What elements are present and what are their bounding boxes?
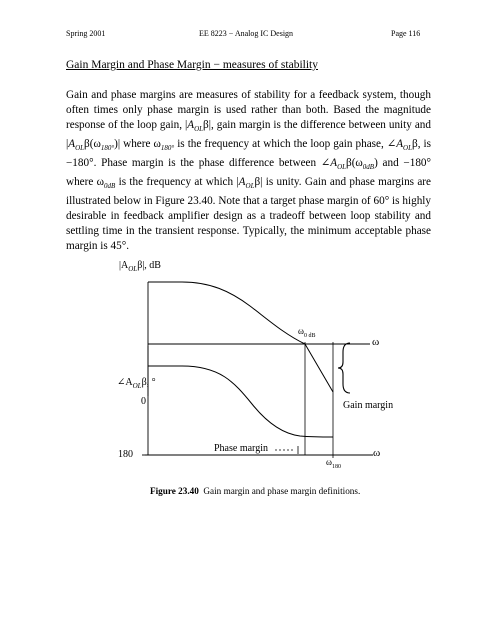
header-left: Spring 2001 bbox=[66, 29, 106, 38]
gain-margin-label: Gain margin bbox=[343, 400, 394, 411]
figure-caption: Figure 23.40 Gain margin and phase margin definitions. bbox=[150, 486, 361, 496]
header-page-number: Page 116 bbox=[391, 29, 421, 38]
section-title: Gain Margin and Phase Margin − measures of stability bbox=[66, 59, 318, 71]
magnitude-axis-label: $|A_{OL}\beta|$, dB bbox=[119, 260, 161, 273]
omega-axis-label-bottom: ω bbox=[373, 447, 381, 459]
phase-axis-label: $\angle A_{OL}\beta$, ° bbox=[117, 377, 156, 390]
gain-margin-brace bbox=[338, 343, 350, 393]
omega-axis-label-top: ω bbox=[372, 336, 380, 348]
omega-180-label: $\omega_{180}$ bbox=[326, 457, 341, 470]
header-center: EE 8223 − Analog IC Design bbox=[199, 29, 294, 38]
body-paragraph: Gain and phase margins are measures of stability for a feedback system, though often times only phase margin is used rather than both. Based the magnitude response of the loop gain, $|A_{OL}\beta|$, gain margin is the difference between unity and $|A_{OL}\beta(\omega_{180^\circ})|$ where $\omega_{180^\circ}$ is the frequency at which the loop gain phase, $\angle A_{OL}\beta$, is −180°. Phase margin is the phase difference between $\angle A_{OL}\beta(\omega_{0dB})$ and −180° where $\omega_{0dB}$ is the frequency at which $|A_{OL}\beta|$ is unity. Gain and phase margins are illustrated below in Figure 23.40. Note that a target phase margin of 60° is highly desirable in feedback amplifier design as a tradeoff between loop stability and settling time in the transient response. Typically, the minimum acceptable phase margin is 45°. bbox=[66, 89, 431, 253]
phase-margin-label: Phase margin bbox=[214, 443, 268, 454]
omega-0db-label: $\omega_{0 dB}$ bbox=[298, 326, 316, 339]
one-eighty-label: 180 bbox=[118, 449, 133, 460]
zero-label: 0 bbox=[141, 396, 146, 407]
